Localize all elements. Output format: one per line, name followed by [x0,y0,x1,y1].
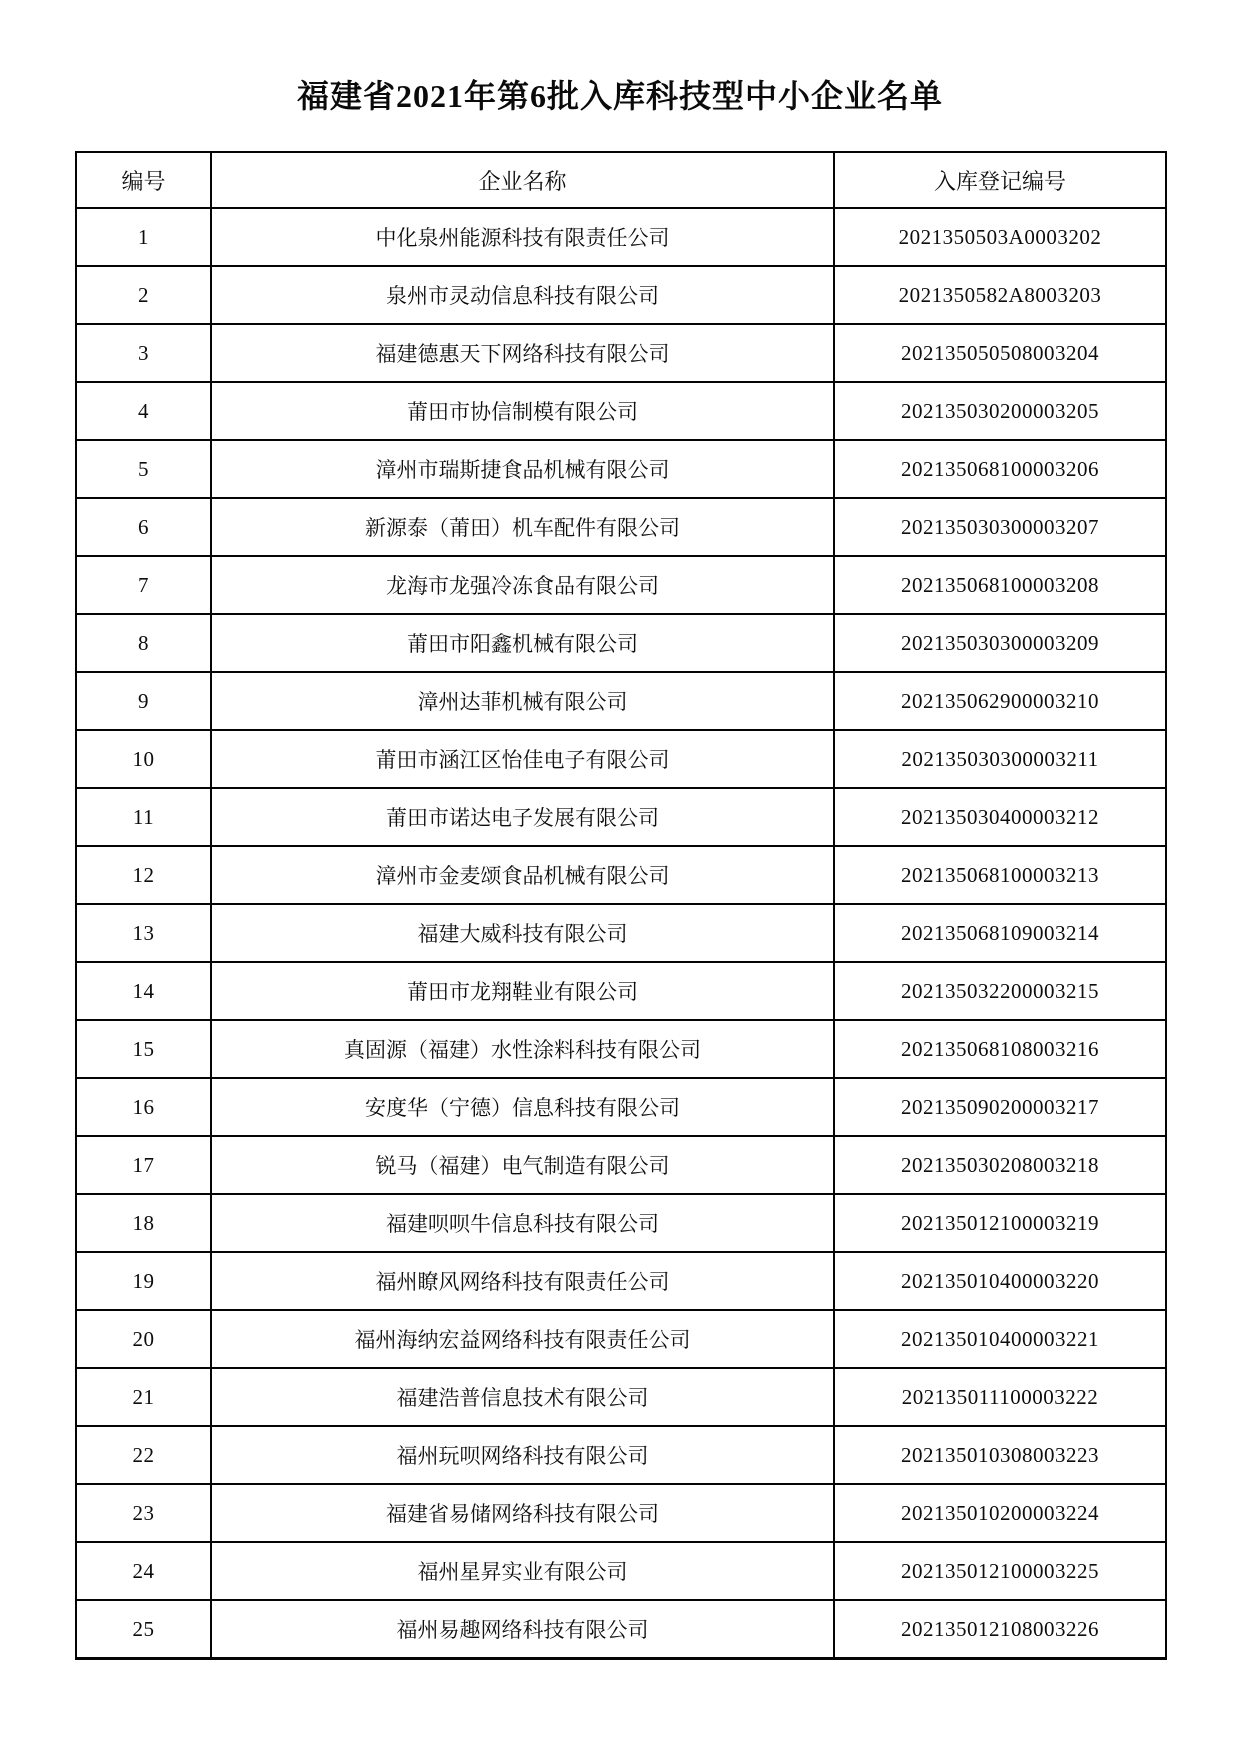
table-row [76,1136,1166,1194]
cell-registration-code: 202135050508003204 [834,324,1166,382]
header-row [76,152,1166,208]
cell-company-name: 福建呗呗牛信息科技有限公司 [211,1194,834,1252]
cell-row-number: 17 [76,1136,211,1194]
cell-row-number: 12 [76,846,211,904]
cell-registration-code: 202135030200003205 [834,382,1166,440]
cell-company-name: 福建大威科技有限公司 [211,904,834,962]
table-row [76,1194,1166,1252]
cell-row-number: 7 [76,556,211,614]
col-header-name: 企业名称 [211,152,834,208]
cell-registration-code: 202135012108003226 [834,1600,1166,1659]
cell-row-number: 9 [76,672,211,730]
cell-company-name: 安度华（宁德）信息科技有限公司 [211,1078,834,1136]
cell-registration-code: 202135032200003215 [834,962,1166,1020]
cell-registration-code: 2021350503A0003202 [834,208,1166,266]
cell-registration-code: 202135030300003207 [834,498,1166,556]
table-row [76,962,1166,1020]
table-row [76,1426,1166,1484]
cell-row-number: 13 [76,904,211,962]
cell-registration-code: 202135010308003223 [834,1426,1166,1484]
table-row [76,1252,1166,1310]
cell-company-name: 福建浩普信息技术有限公司 [211,1368,834,1426]
cell-row-number: 6 [76,498,211,556]
table-row [76,1020,1166,1078]
cell-company-name: 福建省易储网络科技有限公司 [211,1484,834,1542]
cell-company-name: 新源泰（莆田）机车配件有限公司 [211,498,834,556]
cell-registration-code: 202135068100003213 [834,846,1166,904]
cell-row-number: 1 [76,208,211,266]
cell-row-number: 4 [76,382,211,440]
cell-row-number: 11 [76,788,211,846]
table-row [76,904,1166,962]
cell-row-number: 2 [76,266,211,324]
table-row [76,266,1166,324]
cell-registration-code: 202135030300003209 [834,614,1166,672]
cell-company-name: 福州瞭风网络科技有限责任公司 [211,1252,834,1310]
cell-company-name: 莆田市阳鑫机械有限公司 [211,614,834,672]
cell-company-name: 中化泉州能源科技有限责任公司 [211,208,834,266]
cell-registration-code: 202135012100003219 [834,1194,1166,1252]
cell-company-name: 福州星昇实业有限公司 [211,1542,834,1600]
cell-row-number: 3 [76,324,211,382]
cell-row-number: 22 [76,1426,211,1484]
cell-registration-code: 202135068100003206 [834,440,1166,498]
cell-registration-code: 202135030400003212 [834,788,1166,846]
cell-row-number: 10 [76,730,211,788]
cell-registration-code: 202135010200003224 [834,1484,1166,1542]
cell-row-number: 19 [76,1252,211,1310]
table-row [76,1368,1166,1426]
table-row [76,440,1166,498]
cell-row-number: 24 [76,1542,211,1600]
cell-company-name: 福建德惠天下网络科技有限公司 [211,324,834,382]
cell-company-name: 真固源（福建）水性涂料科技有限公司 [211,1020,834,1078]
company-table [75,151,1167,1660]
cell-registration-code: 202135010400003221 [834,1310,1166,1368]
table-header [76,152,1166,208]
table-row [76,324,1166,382]
cell-company-name: 漳州市瑞斯捷食品机械有限公司 [211,440,834,498]
cell-registration-code: 202135062900003210 [834,672,1166,730]
table-body [76,208,1166,1659]
cell-registration-code: 202135030208003218 [834,1136,1166,1194]
table-row [76,382,1166,440]
table-row [76,1078,1166,1136]
cell-row-number: 18 [76,1194,211,1252]
table-row [76,1542,1166,1600]
cell-company-name: 福州易趣网络科技有限公司 [211,1600,834,1659]
cell-company-name: 莆田市涵江区怡佳电子有限公司 [211,730,834,788]
cell-company-name: 莆田市诺达电子发展有限公司 [211,788,834,846]
cell-registration-code: 2021350582A8003203 [834,266,1166,324]
cell-company-name: 福州玩呗网络科技有限公司 [211,1426,834,1484]
cell-row-number: 23 [76,1484,211,1542]
cell-company-name: 漳州达菲机械有限公司 [211,672,834,730]
cell-row-number: 5 [76,440,211,498]
cell-row-number: 14 [76,962,211,1020]
col-header-code: 入库登记编号 [834,152,1166,208]
table-row [76,498,1166,556]
cell-registration-code: 202135068109003214 [834,904,1166,962]
table-row [76,614,1166,672]
cell-company-name: 莆田市协信制模有限公司 [211,382,834,440]
cell-company-name: 锐马（福建）电气制造有限公司 [211,1136,834,1194]
cell-company-name: 泉州市灵动信息科技有限公司 [211,266,834,324]
cell-company-name: 龙海市龙强冷冻食品有限公司 [211,556,834,614]
col-header-no: 编号 [76,152,211,208]
table-row [76,1600,1166,1659]
cell-registration-code: 202135011100003222 [834,1368,1166,1426]
cell-row-number: 15 [76,1020,211,1078]
cell-registration-code: 202135068100003208 [834,556,1166,614]
table-row [76,556,1166,614]
cell-registration-code: 202135090200003217 [834,1078,1166,1136]
cell-registration-code: 202135068108003216 [834,1020,1166,1078]
cell-row-number: 21 [76,1368,211,1426]
cell-row-number: 16 [76,1078,211,1136]
cell-registration-code: 202135012100003225 [834,1542,1166,1600]
table-row [76,672,1166,730]
cell-company-name: 漳州市金麦颂食品机械有限公司 [211,846,834,904]
cell-row-number: 20 [76,1310,211,1368]
cell-row-number: 25 [76,1600,211,1659]
table-row [76,1310,1166,1368]
table-row [76,788,1166,846]
cell-company-name: 莆田市龙翔鞋业有限公司 [211,962,834,1020]
cell-company-name: 福州海纳宏益网络科技有限责任公司 [211,1310,834,1368]
page-title: 福建省2021年第6批入库科技型中小企业名单 [296,78,943,114]
cell-registration-code: 202135010400003220 [834,1252,1166,1310]
cell-row-number: 8 [76,614,211,672]
table-row [76,846,1166,904]
cell-registration-code: 202135030300003211 [834,730,1166,788]
table-row [76,1484,1166,1542]
table-row [76,730,1166,788]
table-row [76,208,1166,266]
